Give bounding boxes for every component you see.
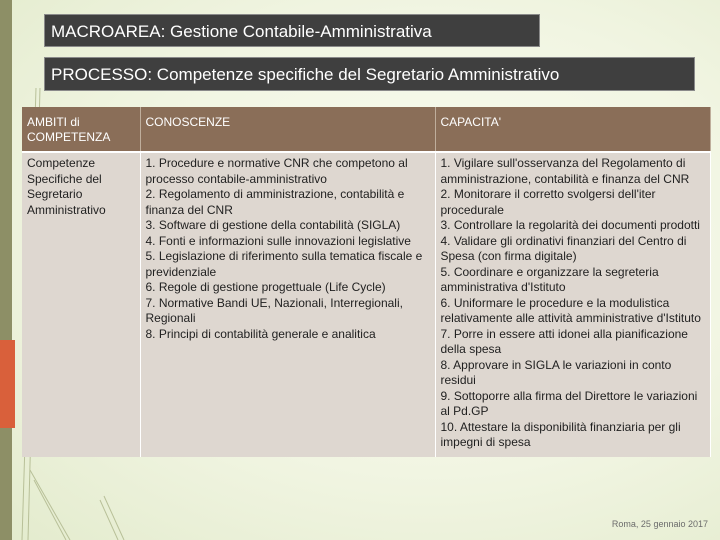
cell-capacita [435, 152, 710, 457]
macroarea-title: MACROAREA: Gestione Contabile-Amministrativa [44, 14, 540, 47]
conoscenza-item: 1. Procedure e normative CNR che competono al processo contabile-amministrativo [145, 156, 408, 186]
table-header-row [22, 107, 710, 152]
capacita-item: 2. Monitorare il corretto svolgersi dell'iter procedurale [440, 187, 656, 217]
cell-conoscenze [140, 152, 435, 457]
capacita-item: 10. Attestare la disponibilità finanziaria per gli impegni di spesa [440, 419, 681, 449]
capacita-item: 6. Uniformare le procedure e la modulistica relativamente alle attività amministrative d'Istituto [440, 295, 701, 325]
processo-title: PROCESSO: Competenze specifiche del Segretario Amministrativo [44, 57, 695, 91]
cell-ambito: Competenze Specifiche del Segretario Amministrativo [22, 152, 140, 457]
capacita-item: 5. Coordinare e organizzare la segreteria amministrativa d'Istituto [440, 264, 659, 294]
capacita-item: 9. Sottoporre alla firma del Direttore le variazioni al Pd.GP [440, 388, 698, 418]
conoscenza-item: 3. Software di gestione della contabilità (SIGLA) [145, 218, 401, 232]
header-conoscenze: CONOSCENZE [140, 107, 435, 152]
left-accent-block [0, 340, 15, 428]
header-capacita: CAPACITA' [435, 107, 710, 152]
capacita-item: 4. Validare gli ordinativi finanziari del Centro di Spesa (con firma digitale) [440, 233, 687, 263]
conoscenza-item: 5. Legislazione di riferimento sulla tematica fiscale e previdenziale [145, 249, 423, 279]
conoscenza-item: 7. Normative Bandi UE, Nazionali, Interregionali, Regionali [145, 295, 403, 325]
conoscenza-item: 6. Regole di gestione progettuale (Life Cycle) [145, 280, 386, 294]
competenze-table [22, 107, 711, 457]
capacita-item: 8. Approvare in SIGLA le variazioni in conto residui [440, 357, 672, 387]
conoscenza-item: 2. Regolamento di amministrazione, contabilità e finanza del CNR [145, 187, 405, 217]
left-decor-bar [0, 0, 12, 540]
conoscenza-item: 4. Fonti e informazioni sulle innovazioni legislative [145, 233, 411, 248]
capacita-item: 7. Porre in essere atti idonei alla pianificazione della spesa [440, 326, 688, 356]
footer-date: Roma, 25 gennaio 2017 [611, 519, 708, 529]
capacita-item: 1. Vigilare sull'osservanza del Regolamento di amministrazione, contabilità e finanza del CNR [440, 156, 690, 186]
capacita-item: 3. Controllare la regolarità dei documenti prodotti [440, 218, 700, 232]
conoscenza-item: 8. Principi di contabilità generale e analitica [145, 326, 376, 341]
table-row [22, 152, 710, 457]
header-ambiti: AMBITI di COMPETENZA [22, 107, 140, 152]
